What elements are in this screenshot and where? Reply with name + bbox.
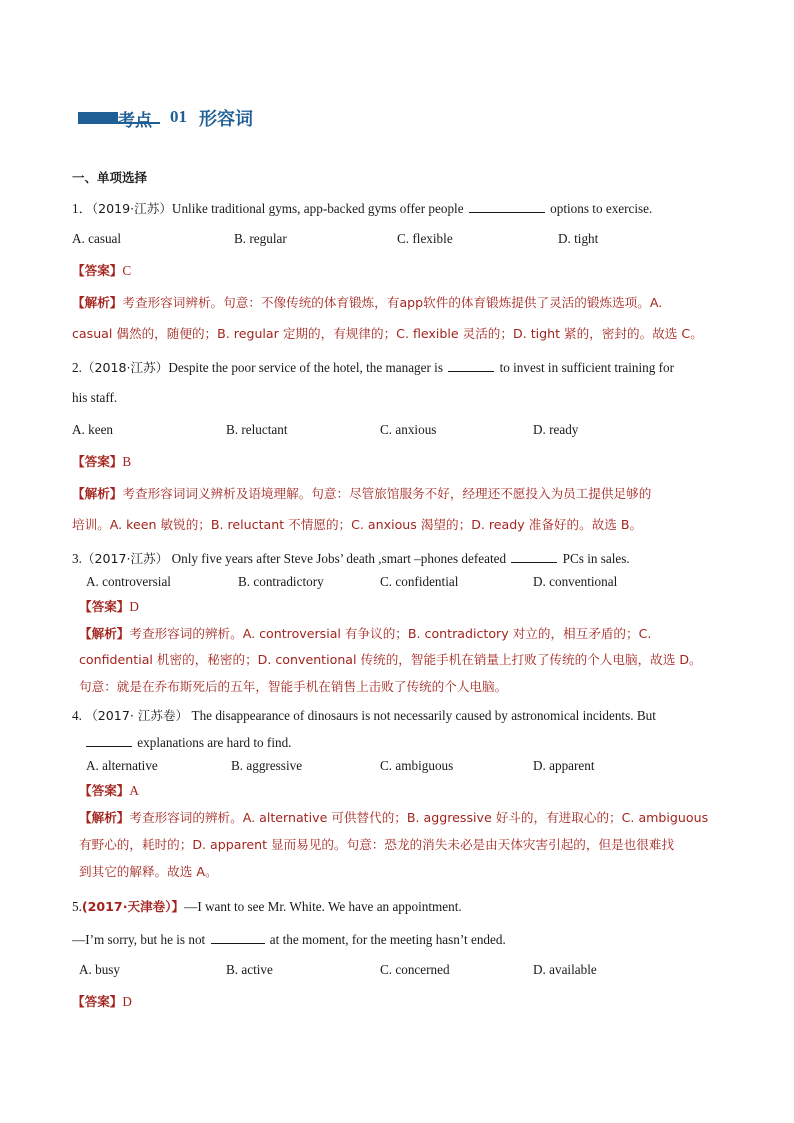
stem-text: Unlike traditional gyms, app-backed gyms offer people — [171, 201, 464, 216]
stem-text: Despite the poor service of the hotel, the manager is — [168, 360, 443, 375]
analysis-text: 考查形容词词义辨析及语境理解。句意：尽管旅馆服务不好，经理还不愿投入为员工提供足够的 — [122, 486, 652, 501]
answer-blank — [86, 735, 132, 747]
analysis-line: casual 偶然的，随便的；B. regular 定期的，有规律的；C. flexible 灵活的；D. tight 紧的，密封的。故选 C。 — [72, 326, 703, 341]
stem-text: —I’m sorry, but he is not — [72, 932, 206, 947]
answer-label: 【答案】 — [72, 454, 123, 469]
question-number: 3. — [72, 551, 82, 566]
option: A. busy — [79, 962, 121, 977]
question-source: （2017· 江苏卷） — [85, 708, 189, 723]
page-title: 形容词 — [199, 109, 253, 130]
question-number: 2. — [72, 360, 82, 375]
option: D. tight — [558, 231, 599, 246]
analysis-label: 【解析】 — [72, 295, 123, 310]
option: C. anxious — [380, 422, 437, 437]
heading-tag: 考点 — [118, 111, 152, 131]
stem-continuation: his staff. — [72, 390, 118, 405]
option: B. reluctant — [226, 422, 288, 437]
answer-blank — [511, 551, 557, 563]
section-title: 一、单项选择 — [72, 170, 148, 185]
answer-value: A — [129, 783, 139, 798]
answer-label: 【答案】 — [79, 783, 130, 798]
option: C. ambiguous — [380, 758, 454, 773]
option: A. controversial — [86, 574, 171, 589]
analysis-line — [79, 627, 651, 641]
heading-bar-decoration — [78, 112, 118, 122]
analysis-line — [79, 811, 708, 825]
option: D. conventional — [533, 574, 618, 589]
option: B. active — [226, 962, 273, 977]
analysis-line: 到其它的解释。故选 A。 — [79, 864, 218, 879]
answer-value: D — [122, 994, 132, 1009]
question-number: 5. — [72, 899, 82, 914]
stem-text: at the moment, for the meeting hasn’t ended. — [269, 932, 506, 947]
answer-line — [79, 600, 139, 614]
analysis-line: 有野心的，耗时的；D. apparent 显而易见的。句意：恐龙的消失未必是由天体灾害引起的，但是也很难找 — [79, 837, 675, 852]
answer-line — [72, 264, 131, 278]
option: A. casual — [72, 231, 122, 246]
analysis-line — [72, 487, 651, 501]
analysis-line: 培训。A. keen 敏锐的；B. reluctant 不情愿的；C. anxious 渴望的；D. ready 准备好的。故选 B。 — [72, 517, 643, 532]
question-source: (2017·天津卷）】 — [81, 899, 185, 914]
option: B. aggressive — [231, 758, 303, 773]
answer-line — [79, 784, 139, 798]
option: B. contradictory — [238, 574, 324, 589]
stem-text: explanations are hard to find. — [137, 735, 292, 750]
option: C. confidential — [380, 574, 459, 589]
option: D. apparent — [533, 758, 595, 773]
question-number: 1． — [72, 201, 92, 216]
stem-text: Only five years after Steve Jobs’ death ,smart –phones defeated — [168, 551, 507, 566]
question-source: （2018·江苏） — [81, 360, 169, 375]
question-number: 4. — [72, 708, 82, 723]
option: C. concerned — [380, 962, 450, 977]
stem-text: —I want to see Mr. White. We have an appointment. — [184, 899, 462, 914]
analysis-line: 句意：就是在乔布斯死后的五年，智能手机在销售上击败了传统的个人电脑。 — [79, 679, 508, 694]
heading-number: 01 — [170, 107, 187, 126]
analysis-text: 考查形容词辨析。句意：不像传统的体育锻炼，有app软件的体育锻炼提供了灵活的锻炼选项。A. — [122, 295, 663, 310]
answer-blank — [469, 201, 545, 213]
stem-continuation — [72, 932, 506, 946]
answer-value: C — [122, 263, 132, 278]
analysis-label: 【解析】 — [72, 486, 123, 501]
answer-label: 【答案】 — [72, 994, 123, 1009]
option: B. regular — [234, 231, 287, 246]
option: D. available — [533, 962, 597, 977]
answer-label: 【答案】 — [72, 263, 123, 278]
answer-blank — [211, 932, 265, 944]
answer-line — [72, 455, 131, 469]
analysis-line: confidential 机密的，秘密的；D. conventional 传统的，智能手机在销量上打败了传统的个人电脑，故选 D。 — [79, 652, 702, 667]
option: A. keen — [72, 422, 114, 437]
answer-label: 【答案】 — [79, 599, 130, 614]
stem-continuation — [86, 735, 291, 749]
answer-line — [72, 995, 132, 1009]
option: C. flexible — [397, 231, 453, 246]
question-source: （2017·江苏） — [81, 551, 169, 566]
answer-value: D — [129, 599, 139, 614]
stem-text: to invest in sufficient training for — [499, 360, 675, 375]
analysis-text: 考查形容词的辨析。A. controversial 有争议的；B. contradictory 对立的，相互矛盾的；C. — [129, 626, 652, 641]
question-5-stem — [72, 900, 462, 914]
question-3-stem — [72, 551, 630, 566]
question-1-stem — [72, 201, 652, 216]
analysis-text: 考查形容词的辨析。A. alternative 可供替代的；B. aggressive 好斗的，有进取心的；C. ambiguous — [129, 810, 709, 825]
option: A. alternative — [86, 758, 158, 773]
stem-text: options to exercise. — [550, 201, 653, 216]
question-source: （2019·江苏） — [91, 201, 172, 216]
answer-value: B — [122, 454, 132, 469]
question-4-stem — [72, 709, 656, 723]
option: D. ready — [533, 422, 579, 437]
analysis-line — [72, 296, 662, 310]
analysis-label: 【解析】 — [79, 810, 130, 825]
question-2-stem — [72, 360, 674, 375]
answer-blank — [448, 360, 494, 372]
stem-text: PCs in sales. — [562, 551, 630, 566]
stem-text: The disappearance of dinosaurs is not necessarily caused by astronomical incidents. But — [191, 708, 656, 723]
analysis-label: 【解析】 — [79, 626, 130, 641]
